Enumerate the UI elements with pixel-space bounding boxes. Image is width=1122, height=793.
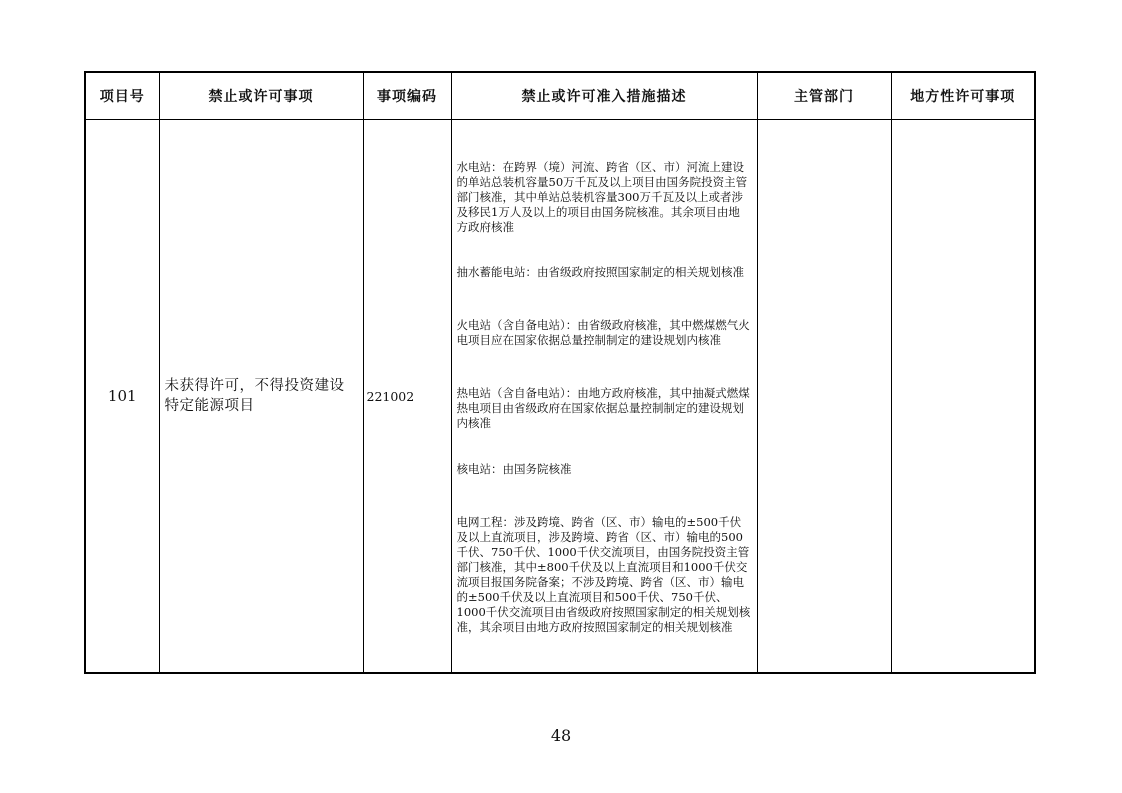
item-code-cell: 221002 (363, 120, 451, 674)
department-cell (757, 120, 891, 674)
measure-cogeneration: 热电站（含自备电站）：由地方政府核准，其中抽凝式燃煤热电项目由省级政府在国家依据总量控制制定的建设规划内核准 (456, 386, 750, 430)
measure-hydropower: 水电站：在跨界（境）河流、跨省（区、市）河流上建设的单站总装机容量50万千瓦及以上项目由国务院投资主管部门核准，其中单站总装机容量300万千瓦及以上或者涉及移民1万人及以上的项目由国务院核准。其余项目由地方政府核准 (456, 160, 748, 234)
local-permit-cell (891, 120, 1035, 674)
measures-description-cell (451, 120, 757, 674)
header-permit-item: 禁止或许可事项 (159, 72, 363, 120)
header-local-permit: 地方性许可事项 (891, 72, 1035, 120)
measure-pumped-storage: 抽水蓄能电站：由省级政府按照国家制定的相关规划核准 (456, 265, 744, 279)
header-item-code: 事项编码 (363, 72, 451, 120)
table-header-row (85, 72, 1035, 120)
header-department: 主管部门 (757, 72, 891, 120)
permit-item-cell: 未获得许可，不得投资建设特定能源项目 (159, 120, 363, 674)
item-number-cell: 101 (85, 120, 159, 674)
page-number: 48 (550, 726, 572, 745)
measure-thermal-power: 火电站（含自备电站）：由省级政府核准，其中燃煤燃气火电项目应在国家依据总量控制制定的建设规划内核准 (456, 318, 750, 347)
permit-table (84, 71, 1036, 674)
header-item-number: 项目号 (85, 72, 159, 120)
measure-power-grid: 电网工程：涉及跨境、跨省（区、市）输电的±500千伏及以上直流项目，涉及跨境、跨省（区、市）输电的500千伏、750千伏、1000千伏交流项目，由国务院投资主管部门核准，其中±800千伏及以上直流项目和1000千伏交流项目报国务院备案；不涉及跨境、跨省（区、市）输电的±500千伏及以上直流项目和500千伏、750千伏、1000千伏交流项目由省级政府按照国家制定的相关规划核准，其余项目由地方政府按照国家制定的相关规划核准 (456, 515, 751, 634)
header-measures-description: 禁止或许可准入措施描述 (451, 72, 757, 120)
measure-nuclear: 核电站：由国务院核准 (456, 462, 572, 476)
table-row (85, 120, 1035, 674)
